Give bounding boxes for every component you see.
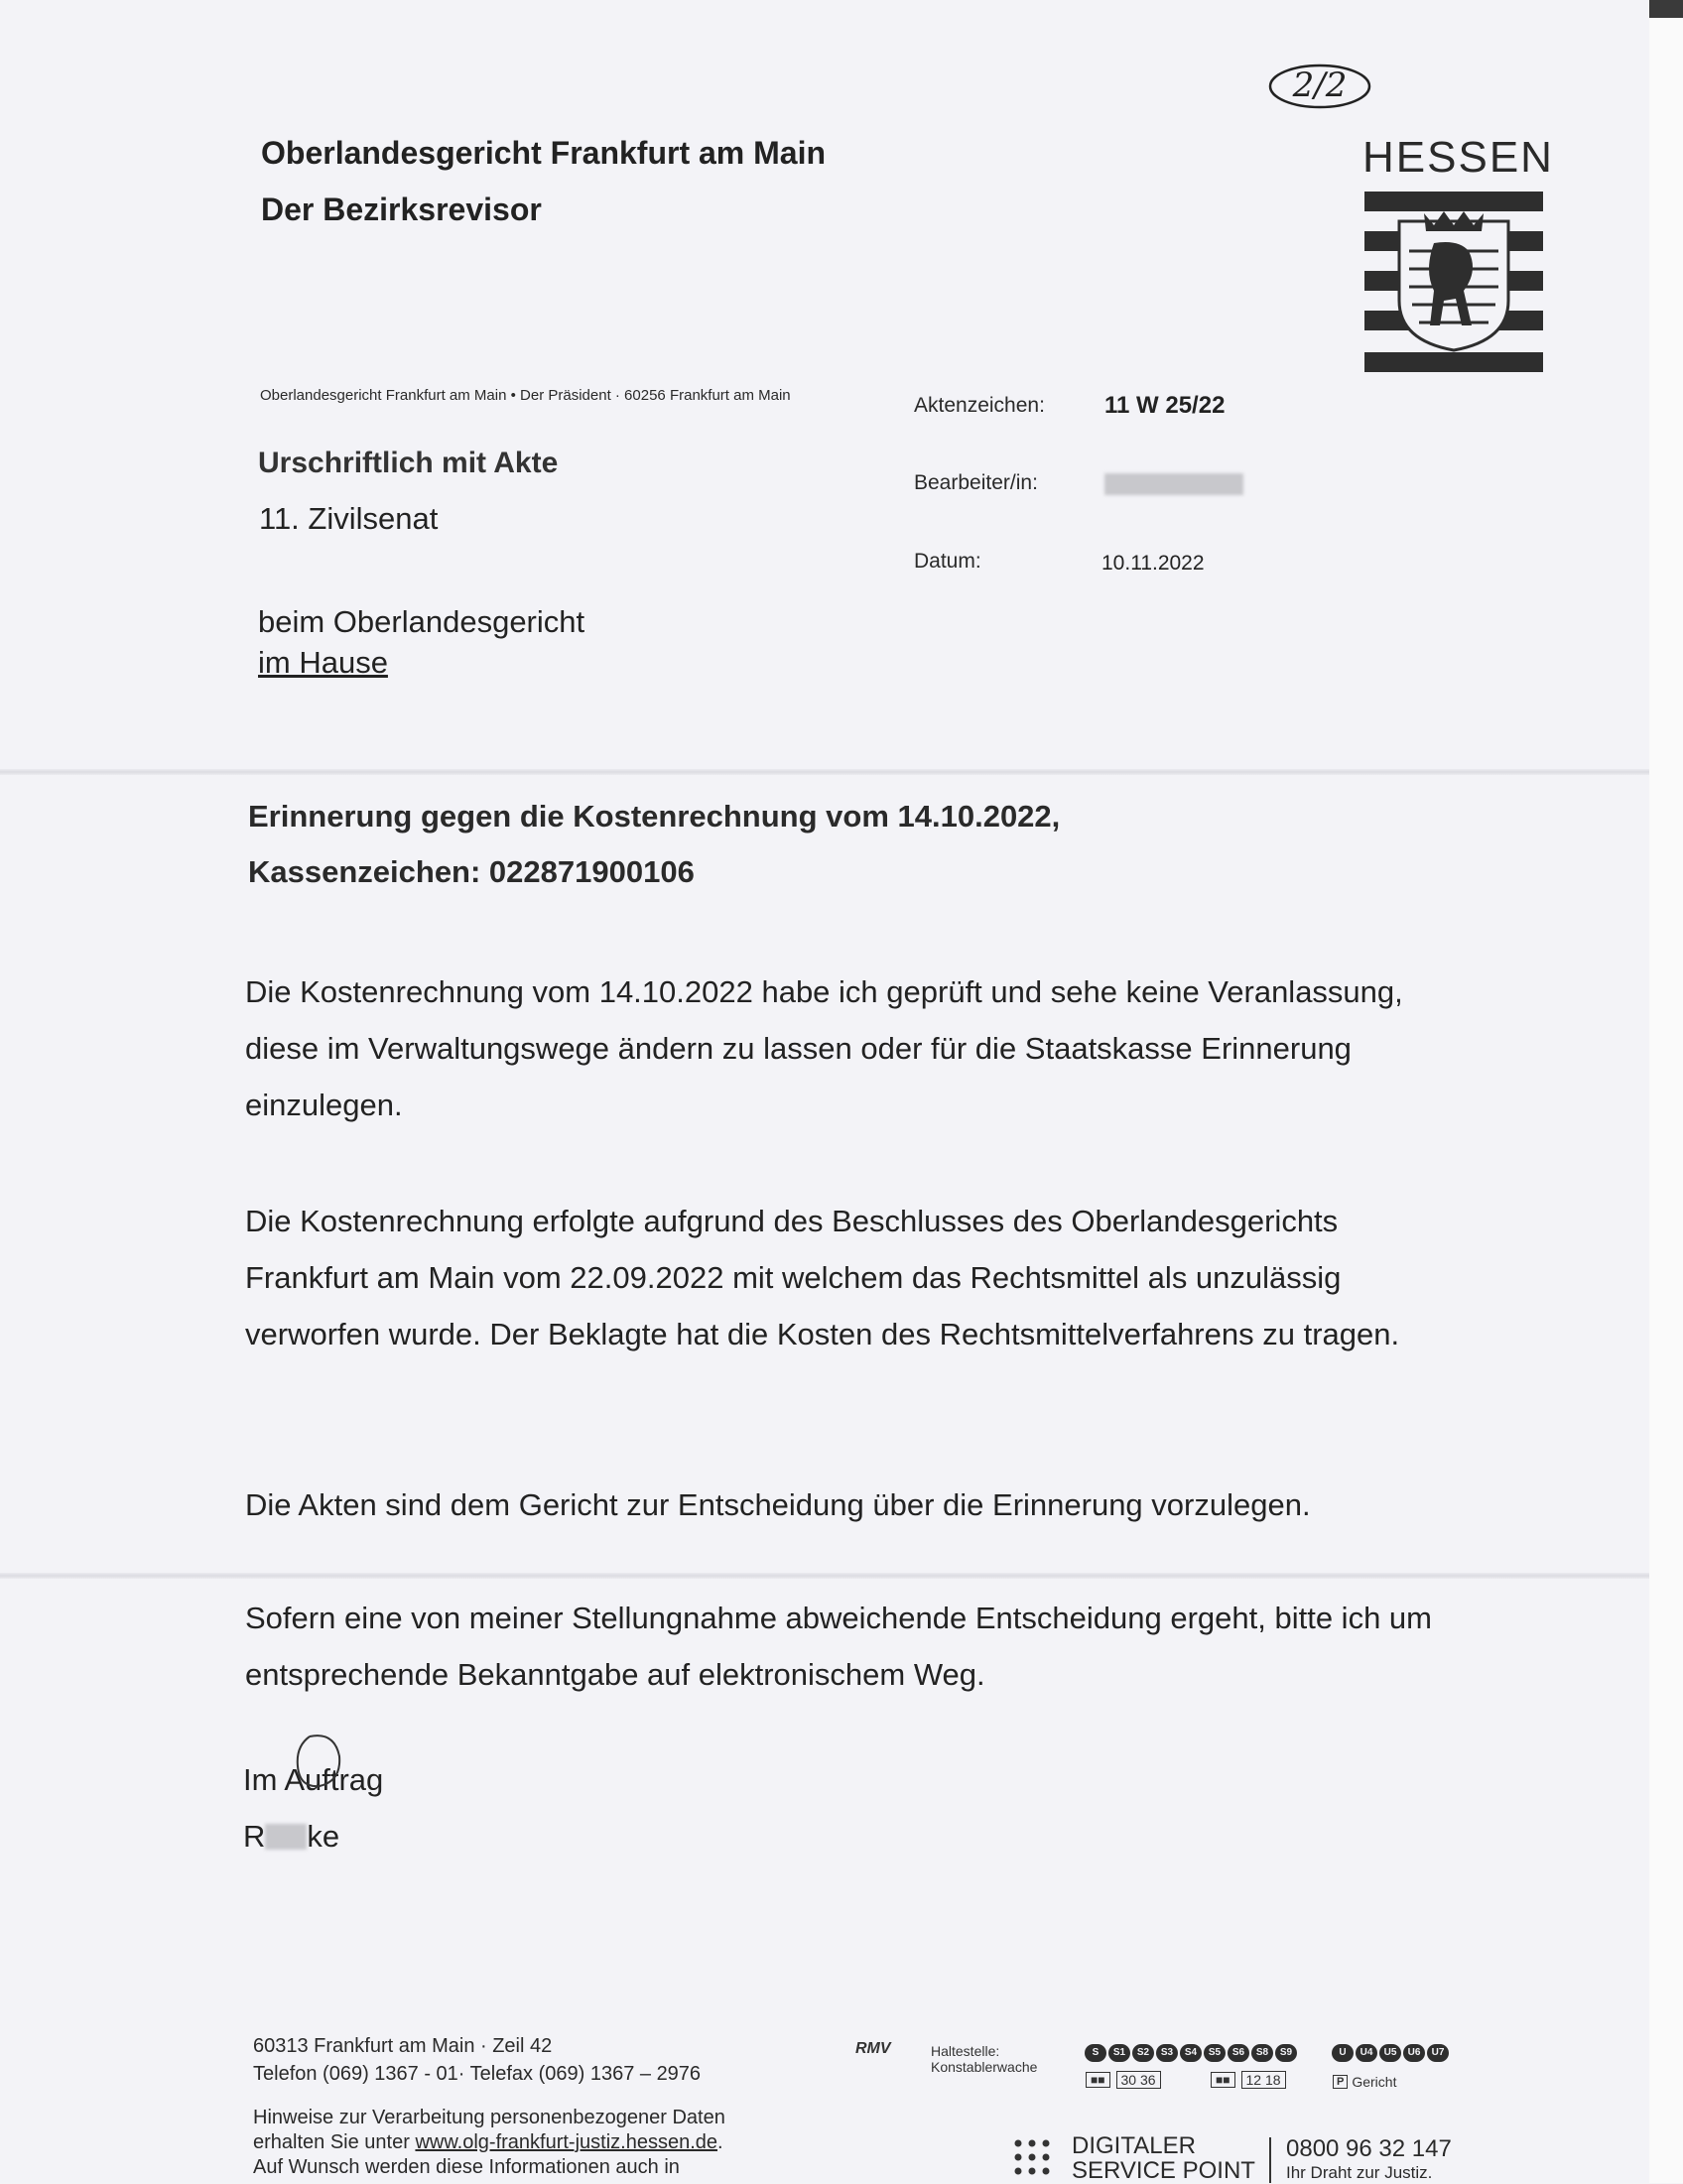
signature-name: [243, 1819, 339, 1855]
signature-line-1: Im Auftrag: [243, 1762, 384, 1797]
bearbeiter-label: Bearbeiter/in:: [914, 471, 1038, 494]
tram-icon: ■■: [1211, 2072, 1235, 2088]
scan-edge: [1649, 0, 1683, 2183]
ubahn-badge: U5: [1379, 2044, 1401, 2062]
tram-lines: 12 18: [1241, 2071, 1286, 2089]
tram-info: [1211, 2071, 1286, 2089]
footer-address: 60313 Frankfurt am Main · Zeil 42: [253, 2035, 553, 2057]
signature-scribble-icon: [280, 1727, 349, 1796]
recipient-line-1: Urschriftlich mit Akte: [258, 447, 559, 479]
sbahn-badge: S5: [1204, 2044, 1226, 2062]
hessen-logo-text: HESSEN: [1362, 133, 1554, 182]
sbahn-badge: S4: [1180, 2044, 1202, 2062]
service-point-line-1: DIGITALER: [1072, 2132, 1196, 2159]
subject-line-2: Kassenzeichen: 022871900106: [248, 854, 695, 889]
ubahn-badge: U: [1332, 2044, 1354, 2062]
paragraph-4: Sofern eine von meiner Stellungnahme abweichende Entscheidung ergeht, bitte ich um entsprechende Bekanntgabe auf elektronischem Weg.: [245, 1601, 1432, 1692]
bus-info: [1086, 2071, 1161, 2089]
sbahn-badge: S2: [1132, 2044, 1154, 2062]
parking-label: Gericht: [1352, 2074, 1397, 2090]
footer-privacy-3: Auf Wunsch werden diese Informationen auch in: [253, 2156, 680, 2178]
page-mark-text: 2/2: [1292, 65, 1348, 105]
ubahn-badge: U4: [1356, 2044, 1377, 2062]
footer-privacy-2: [253, 2128, 723, 2156]
ubahn-lines: [1332, 2044, 1449, 2064]
recipient-line-2: 11. Zivilsenat: [259, 501, 439, 536]
sbahn-badge: S8: [1251, 2044, 1273, 2062]
return-address: Oberlandesgericht Frankfurt am Main • Der Präsident · 60256 Frankfurt am Main: [260, 387, 791, 404]
sender-court: Oberlandesgericht Frankfurt am Main: [261, 135, 827, 171]
footer-phone: Telefon (069) 1367 - 01· Telefax (069) 1367 – 2976: [253, 2063, 702, 2085]
recipient-line-3: beim Oberlandesgericht: [258, 604, 585, 639]
signature-name-start: R: [243, 1819, 266, 1854]
sender-office: Der Bezirksrevisor: [261, 192, 542, 227]
service-point-dots-icon: [1012, 2137, 1058, 2177]
recipient-line-4: im Hause: [258, 645, 388, 680]
page-mark: [1265, 62, 1374, 111]
signature-name-end: ke: [307, 1819, 340, 1854]
bus-icon: ■■: [1086, 2072, 1110, 2088]
paragraph-3: Die Akten sind dem Gericht zur Entscheidung über die Erinnerung vorzulegen.: [245, 1487, 1311, 1522]
rmv-logo: RMV: [855, 2040, 891, 2057]
stop-name: Konstablerwache: [931, 2059, 1038, 2075]
ubahn-badge: U6: [1403, 2044, 1425, 2062]
parking-icon: P: [1333, 2075, 1348, 2089]
sbahn-badge: S6: [1228, 2044, 1249, 2062]
service-tagline: Ihr Draht zur Justiz.: [1286, 2163, 1433, 2182]
stop-label: Haltestelle:: [931, 2043, 1000, 2059]
parking-info: [1333, 2074, 1396, 2090]
hessen-lion-icon: [1364, 192, 1543, 372]
service-phone: 0800 96 32 147: [1286, 2135, 1452, 2162]
paper-fold-upper: [0, 769, 1649, 775]
paragraph-1: Die Kostenrechnung vom 14.10.2022 habe ich geprüft und sehe keine Veranlassung, diese im Verwaltungswege ändern zu lassen oder für die Staatskasse Erinnerung einzulegen.: [245, 974, 1403, 1122]
sbahn-badge: S1: [1108, 2044, 1130, 2062]
paper-fold-lower: [0, 1573, 1649, 1579]
bearbeiter-value-redacted: [1104, 473, 1243, 495]
footer-privacy-suffix: .: [717, 2131, 723, 2153]
sbahn-badge: S3: [1156, 2044, 1178, 2062]
aktenzeichen-label: Aktenzeichen:: [914, 394, 1045, 417]
signature-name-redacted: [265, 1824, 307, 1850]
footer-privacy-link[interactable]: www.olg-frankfurt-justiz.hessen.de: [415, 2131, 718, 2153]
hessen-coat-of-arms: [1364, 192, 1543, 372]
service-divider: [1269, 2137, 1271, 2183]
datum-label: Datum:: [914, 550, 981, 573]
aktenzeichen-value: 11 W 25/22: [1104, 392, 1226, 419]
ubahn-badge: U7: [1427, 2044, 1449, 2062]
scan-corner: [1649, 0, 1683, 18]
footer-privacy-1: Hinweise zur Verarbeitung personenbezogener Daten: [253, 2107, 725, 2128]
service-point-line-2: SERVICE POINT: [1072, 2157, 1255, 2184]
datum-value: 10.11.2022: [1101, 552, 1205, 575]
footer-privacy-prefix: erhalten Sie unter: [253, 2131, 416, 2153]
sbahn-badge: S: [1085, 2044, 1106, 2062]
bus-lines: 30 36: [1116, 2071, 1161, 2089]
subject-line-1: Erinnerung gegen die Kostenrechnung vom 14.10.2022,: [248, 799, 1061, 834]
sbahn-lines: [1085, 2044, 1297, 2064]
sbahn-badge: S9: [1275, 2044, 1297, 2062]
paragraph-2: Die Kostenrechnung erfolgte aufgrund des Beschlusses des Oberlandesgerichts Frankfurt am Main vom 22.09.2022 mit welchem das Rechtsmittel als unzulässig verworfen wurde. Der Beklagte hat die Kosten des Rechtsmittelverfahrens zu tragen.: [245, 1204, 1400, 1351]
